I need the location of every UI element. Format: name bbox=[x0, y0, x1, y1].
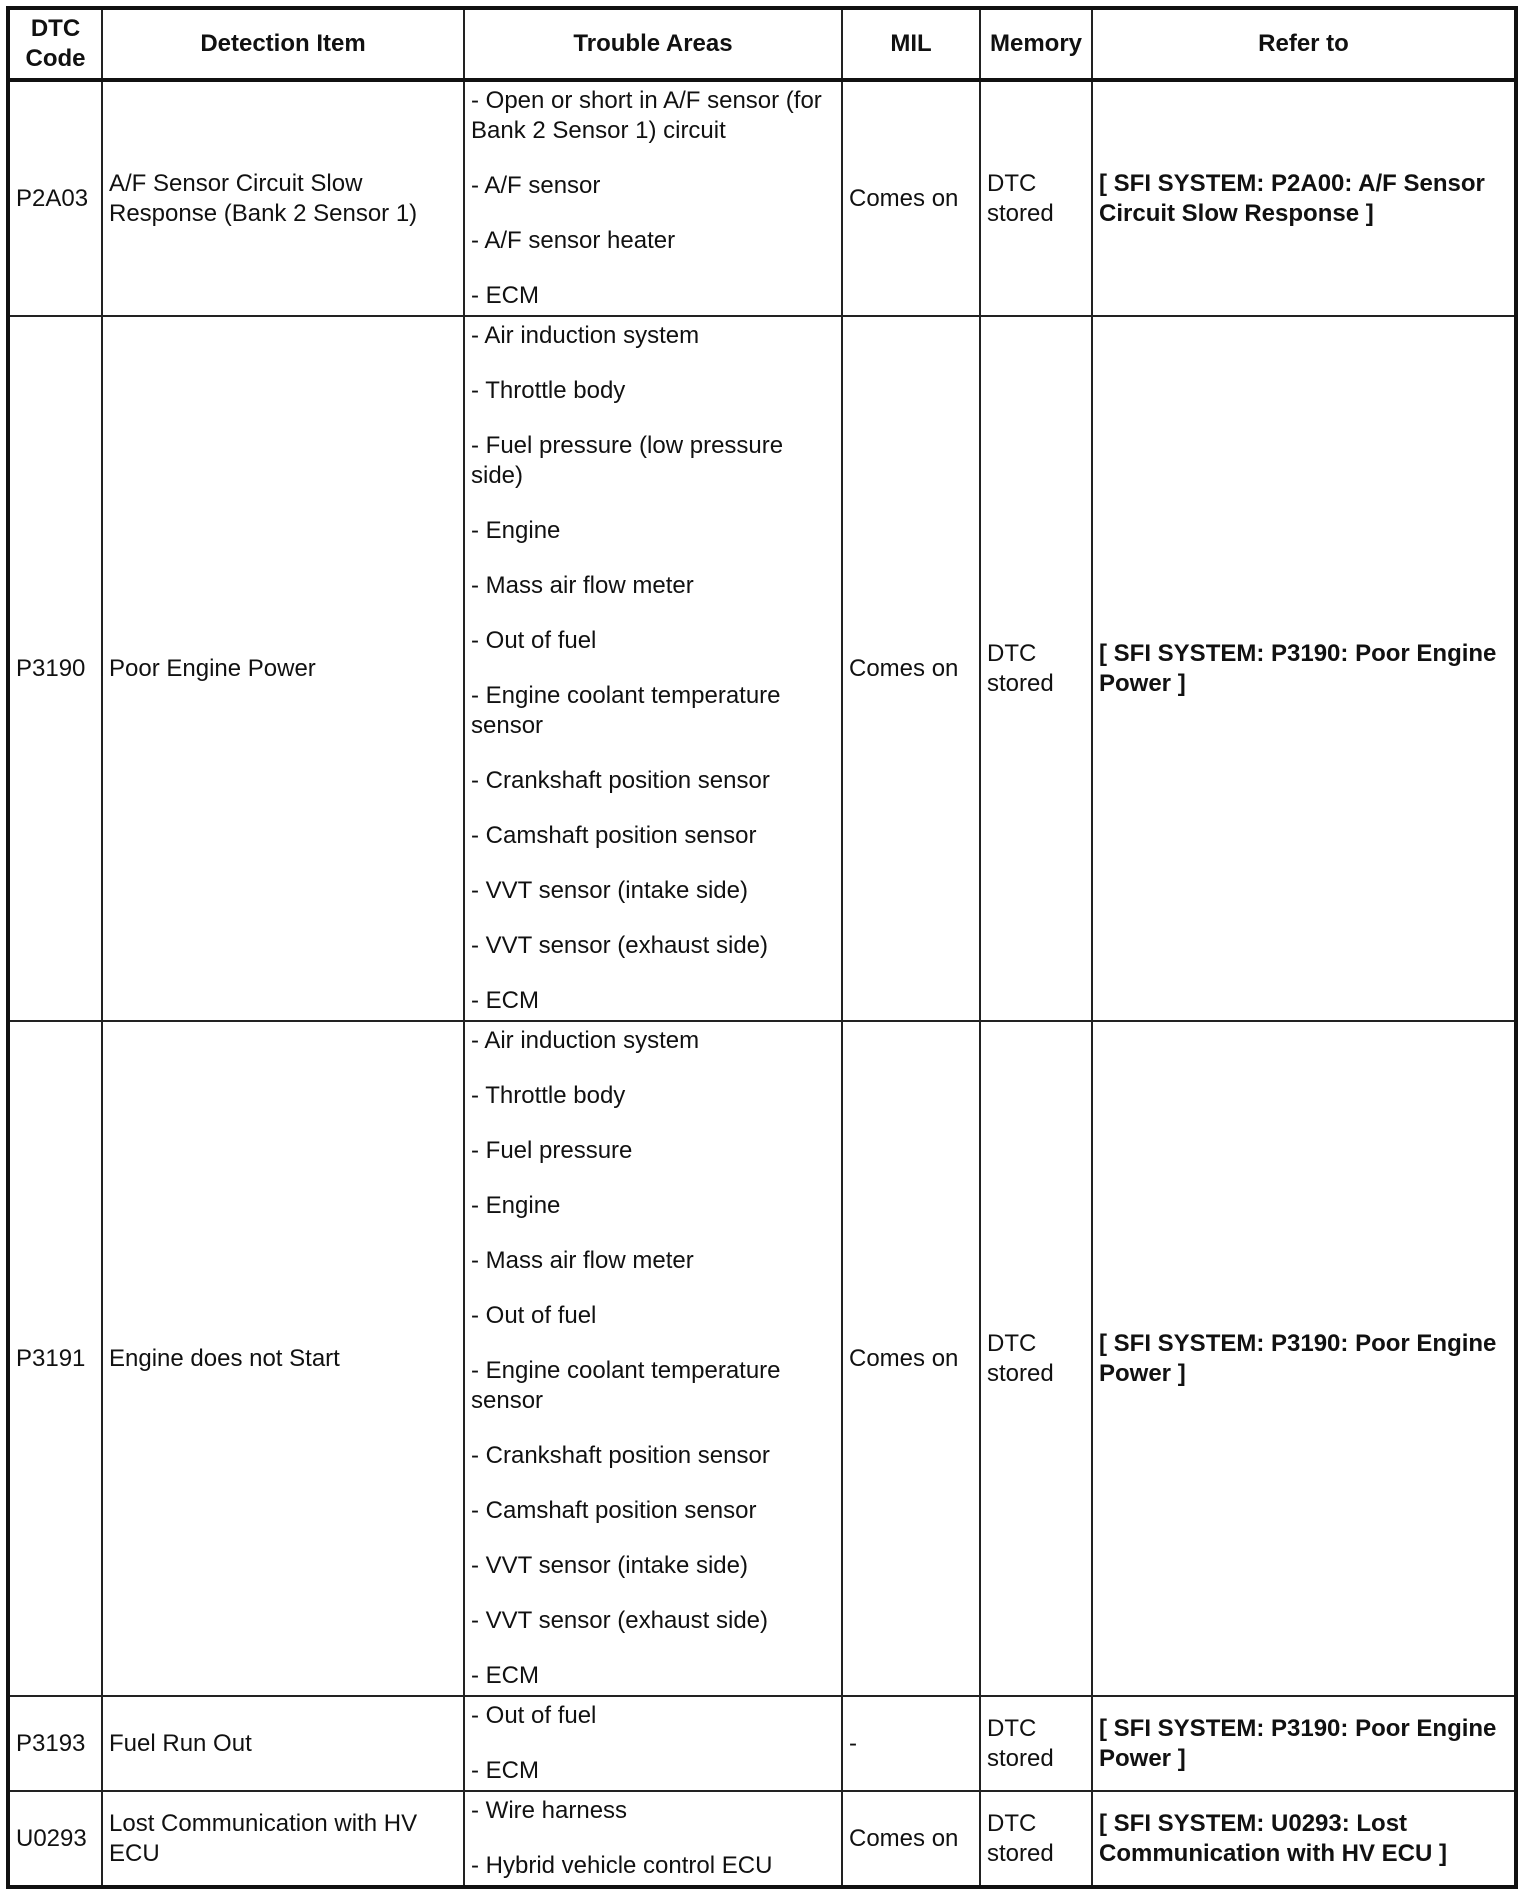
trouble-area-item: - Mass air flow meter bbox=[471, 572, 694, 599]
table-row bbox=[8, 316, 1516, 1021]
refer-to-cell: [ SFI SYSTEM: P3190: Poor Engine Power ] bbox=[1092, 1021, 1516, 1696]
trouble-area-item: - ECM bbox=[471, 1662, 539, 1689]
trouble-area-item: - Crankshaft position sensor bbox=[471, 767, 770, 794]
trouble-area-item: - Open or short in A/F sensor (for Bank 2 Sensor 1) circuit bbox=[471, 87, 822, 144]
header-refer-to: Refer to bbox=[1092, 8, 1516, 80]
refer-to-cell: [ SFI SYSTEM: P3190: Poor Engine Power ] bbox=[1092, 316, 1516, 1021]
trouble-area-item: - Camshaft position sensor bbox=[471, 822, 757, 849]
mil-cell: Comes on bbox=[842, 316, 980, 1021]
trouble-areas-cell bbox=[464, 1791, 842, 1887]
trouble-area-item: - Crankshaft position sensor bbox=[471, 1442, 770, 1469]
detection-item-cell: Lost Communication with HV ECU bbox=[102, 1791, 464, 1887]
trouble-areas-cell bbox=[464, 316, 842, 1021]
trouble-area-item: - ECM bbox=[471, 1757, 539, 1784]
trouble-area-item: - Engine bbox=[471, 1192, 561, 1219]
trouble-area-item: - Wire harness bbox=[471, 1797, 628, 1824]
dtc-code-cell: P3191 bbox=[8, 1021, 102, 1696]
trouble-area-item: - A/F sensor bbox=[471, 172, 601, 199]
mil-cell: Comes on bbox=[842, 1791, 980, 1887]
trouble-area-item: - ECM bbox=[471, 987, 539, 1014]
trouble-area-item: - Out of fuel bbox=[471, 1302, 597, 1329]
mil-cell: - bbox=[842, 1696, 980, 1791]
dtc-code-cell: P3190 bbox=[8, 316, 102, 1021]
table-header-row bbox=[8, 8, 1516, 80]
trouble-area-item: - Mass air flow meter bbox=[471, 1247, 694, 1274]
trouble-area-item: - Out of fuel bbox=[471, 627, 597, 654]
detection-item-cell: Poor Engine Power bbox=[102, 316, 464, 1021]
trouble-area-item: - Fuel pressure (low pressure side) bbox=[471, 432, 784, 489]
trouble-area-item: - Fuel pressure bbox=[471, 1137, 633, 1164]
trouble-area-item: - Air induction system bbox=[471, 1027, 700, 1054]
mil-cell: Comes on bbox=[842, 80, 980, 316]
table-row bbox=[8, 1696, 1516, 1791]
refer-to-cell: [ SFI SYSTEM: U0293: Lost Communication with HV ECU ] bbox=[1092, 1791, 1516, 1887]
trouble-area-item: - VVT sensor (intake side) bbox=[471, 877, 748, 904]
header-detection-item: Detection Item bbox=[102, 8, 464, 80]
dtc-code-cell: P3193 bbox=[8, 1696, 102, 1791]
detection-item-cell: A/F Sensor Circuit Slow Response (Bank 2 Sensor 1) bbox=[102, 80, 464, 316]
trouble-area-item: - VVT sensor (exhaust side) bbox=[471, 1607, 769, 1634]
detection-item-cell: Engine does not Start bbox=[102, 1021, 464, 1696]
trouble-area-item: - Engine coolant temperature sensor bbox=[471, 1357, 781, 1414]
header-mil: MIL bbox=[842, 8, 980, 80]
trouble-areas-cell bbox=[464, 1696, 842, 1791]
trouble-area-item: - Engine bbox=[471, 517, 561, 544]
refer-to-cell: [ SFI SYSTEM: P2A00: A/F Sensor Circuit Slow Response ] bbox=[1092, 80, 1516, 316]
trouble-areas-cell bbox=[464, 80, 842, 316]
header-memory: Memory bbox=[980, 8, 1092, 80]
memory-cell: DTC stored bbox=[980, 1696, 1092, 1791]
mil-cell: Comes on bbox=[842, 1021, 980, 1696]
memory-cell: DTC stored bbox=[980, 316, 1092, 1021]
refer-to-cell: [ SFI SYSTEM: P3190: Poor Engine Power ] bbox=[1092, 1696, 1516, 1791]
trouble-area-item: - Throttle body bbox=[471, 377, 626, 404]
memory-cell: DTC stored bbox=[980, 80, 1092, 316]
table-row bbox=[8, 1021, 1516, 1696]
trouble-area-item: - VVT sensor (exhaust side) bbox=[471, 932, 769, 959]
trouble-area-item: - Camshaft position sensor bbox=[471, 1497, 757, 1524]
header-trouble-areas: Trouble Areas bbox=[464, 8, 842, 80]
dtc-code-cell: U0293 bbox=[8, 1791, 102, 1887]
table-body bbox=[8, 80, 1516, 1887]
dtc-table bbox=[6, 6, 1518, 1889]
trouble-area-item: - Hybrid vehicle control ECU bbox=[471, 1852, 773, 1879]
trouble-area-item: - VVT sensor (intake side) bbox=[471, 1552, 748, 1579]
memory-cell: DTC stored bbox=[980, 1021, 1092, 1696]
table-row bbox=[8, 1791, 1516, 1887]
detection-item-cell: Fuel Run Out bbox=[102, 1696, 464, 1791]
header-dtc-code: DTC Code bbox=[8, 8, 102, 80]
memory-cell: DTC stored bbox=[980, 1791, 1092, 1887]
trouble-area-item: - Throttle body bbox=[471, 1082, 626, 1109]
trouble-area-item: - Out of fuel bbox=[471, 1702, 597, 1729]
trouble-areas-cell bbox=[464, 1021, 842, 1696]
table-row bbox=[8, 80, 1516, 316]
trouble-area-item: - A/F sensor heater bbox=[471, 227, 676, 254]
dtc-code-cell: P2A03 bbox=[8, 80, 102, 316]
trouble-area-item: - Engine coolant temperature sensor bbox=[471, 682, 781, 739]
trouble-area-item: - Air induction system bbox=[471, 322, 700, 349]
document-page bbox=[6, 6, 1514, 1889]
trouble-area-item: - ECM bbox=[471, 282, 539, 309]
